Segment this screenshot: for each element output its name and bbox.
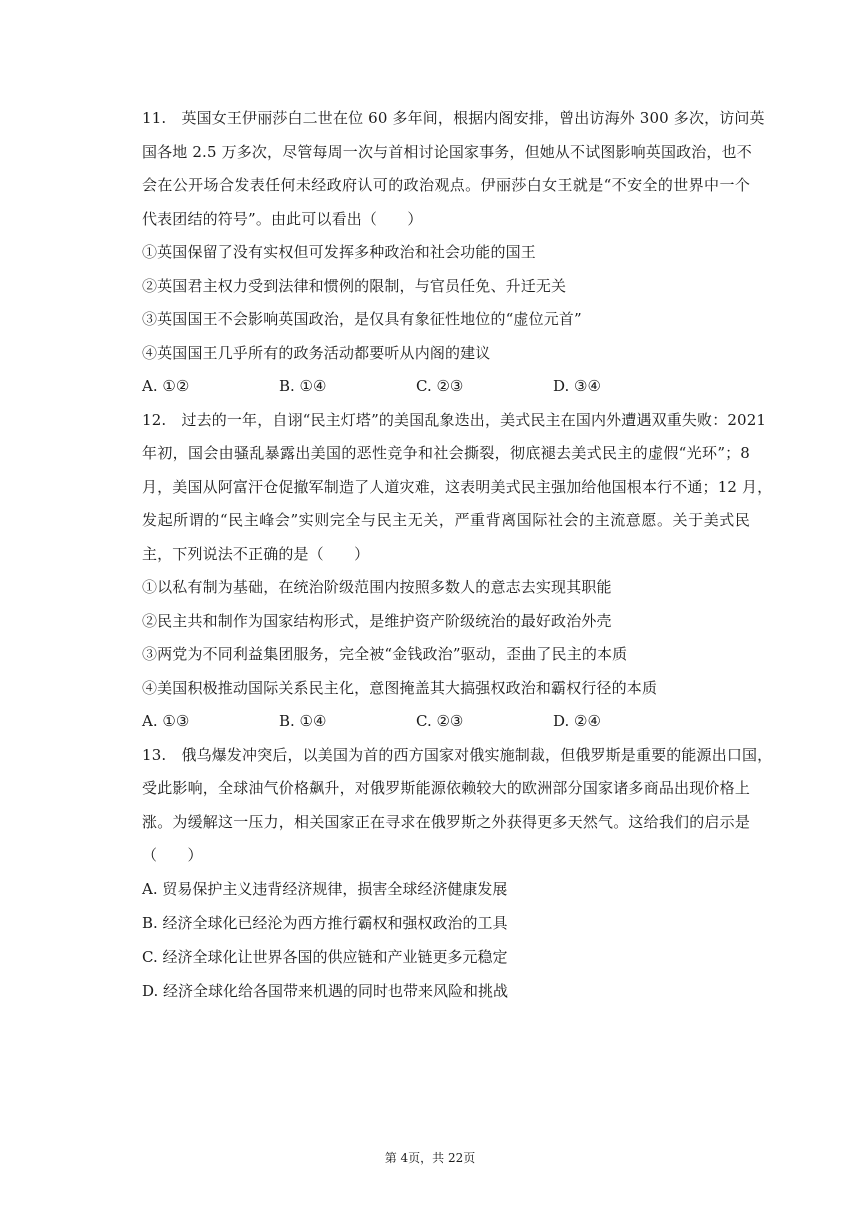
question-12-stem-line: 12. 过去的一年，自诩“民主灯塔”的美国乱象迭出，美式民主在国内外遭遇双重失败：2021 (142, 410, 767, 429)
question-11-statement: ②英国君主权力受到法律和惯例的限制，与官员任免、升迁无关 (142, 276, 567, 295)
question-13-stem-line: 13. 俄乌爆发冲突后，以美国为首的西方国家对俄实施制裁，但俄罗斯是重要的能源出口国， (142, 745, 773, 764)
question-11-statement: ③英国国王不会影响英国政治，是仅具有象征性地位的“虚位元首” (142, 310, 582, 328)
question-11-stem-line: 代表团结的符号”。由此可以看出（ ） (142, 209, 423, 228)
question-11 (142, 108, 765, 396)
question-13-stem-line: 涨。为缓解这一压力，相关国家正在寻求在俄罗斯之外获得更多天然气。这给我们的启示是 (142, 812, 750, 831)
question-11-option-d: D. ③④ (553, 377, 601, 395)
question-11-statement: ①英国保留了没有实权但可发挥多种政治和社会功能的国王 (142, 243, 536, 261)
question-13-option-c: C. 经济全球化让世界各国的供应链和产业链更多元稳定 (142, 947, 508, 966)
question-12-statement: ③两党为不同利益集团服务，完全被“金钱政治”驱动，歪曲了民主的本质 (142, 645, 628, 663)
question-11-option-b: B. ①④ (279, 377, 327, 395)
question-12-option-c: C. ②③ (416, 712, 464, 730)
question-11-option-a: A. ①② (142, 377, 190, 395)
question-11-option-c: C. ②③ (416, 377, 464, 395)
question-12-stem-line: 发起所谓的“民主峰会”实则完全与民主无关，严重背离国际社会的主流意愿。关于美式民 (142, 511, 750, 529)
question-11-options (142, 376, 750, 396)
question-13-option-a: A. 贸易保护主义违背经济规律，损害全球经济健康发展 (142, 879, 508, 898)
question-12 (142, 410, 773, 732)
question-12-options (142, 711, 750, 731)
question-11-statement: ④英国国王几乎所有的政务活动都要听从内阁的建议 (142, 343, 491, 362)
question-12-statement: ②民主共和制作为国家结构形式，是维护资产阶级统治的最好政治外壳 (142, 611, 612, 630)
question-13-option-b: B. 经济全球化已经沦为西方推行霸权和强权政治的工具 (142, 913, 508, 932)
page-content (142, 108, 773, 1015)
question-12-stem-line: 月，美国从阿富汗仓促撤军制造了人道灾难，这表明美式民主强加给他国根本行不通；12 月， (142, 477, 773, 496)
question-11-stem-line: 国各地 2.5 万多次，尽管每周一次与首相讨论国家事务，但她从不试图影响英国政治，也不 (142, 142, 752, 161)
question-13 (142, 745, 773, 1001)
question-12-statement: ④美国积极推动国际关系民主化，意图掩盖其大搞强权政治和霸权行径的本质 (142, 678, 658, 697)
question-13-option-d: D. 经济全球化给各国带来机遇的同时也带来风险和挑战 (142, 981, 509, 1000)
page-footer: 第 4页，共 22页 (384, 1151, 476, 1165)
question-12-statement: ①以私有制为基础，在统治阶级范围内按照多数人的意志去实现其职能 (142, 578, 612, 596)
question-11-stem-line: 11. 英国女王伊丽莎白二世在位 60 多年间，根据内阁安排，曾出访海外 300 多次，访问英 (142, 109, 765, 127)
question-11-stem-line: 会在公开场合发表任何未经政府认可的政治观点。伊丽莎白女王就是“不安全的世界中一个 (142, 176, 750, 194)
question-12-option-d: D. ②④ (553, 712, 601, 730)
question-13-stem-line: 受此影响，全球油气价格飙升，对俄罗斯能源依赖较大的欧洲部分国家诸多商品出现价格上 (142, 779, 750, 797)
question-12-option-a: A. ①③ (142, 712, 190, 730)
question-13-stem-line: （ ） (142, 846, 203, 864)
question-12-stem-line: 主，下列说法不正确的是（ ） (142, 544, 370, 563)
question-12-stem-line: 年初，国会由骚乱暴露出美国的恶性竞争和社会撕裂，彻底褪去美式民主的虚假“光环”；8 (142, 444, 750, 462)
question-12-option-b: B. ①④ (279, 712, 327, 730)
